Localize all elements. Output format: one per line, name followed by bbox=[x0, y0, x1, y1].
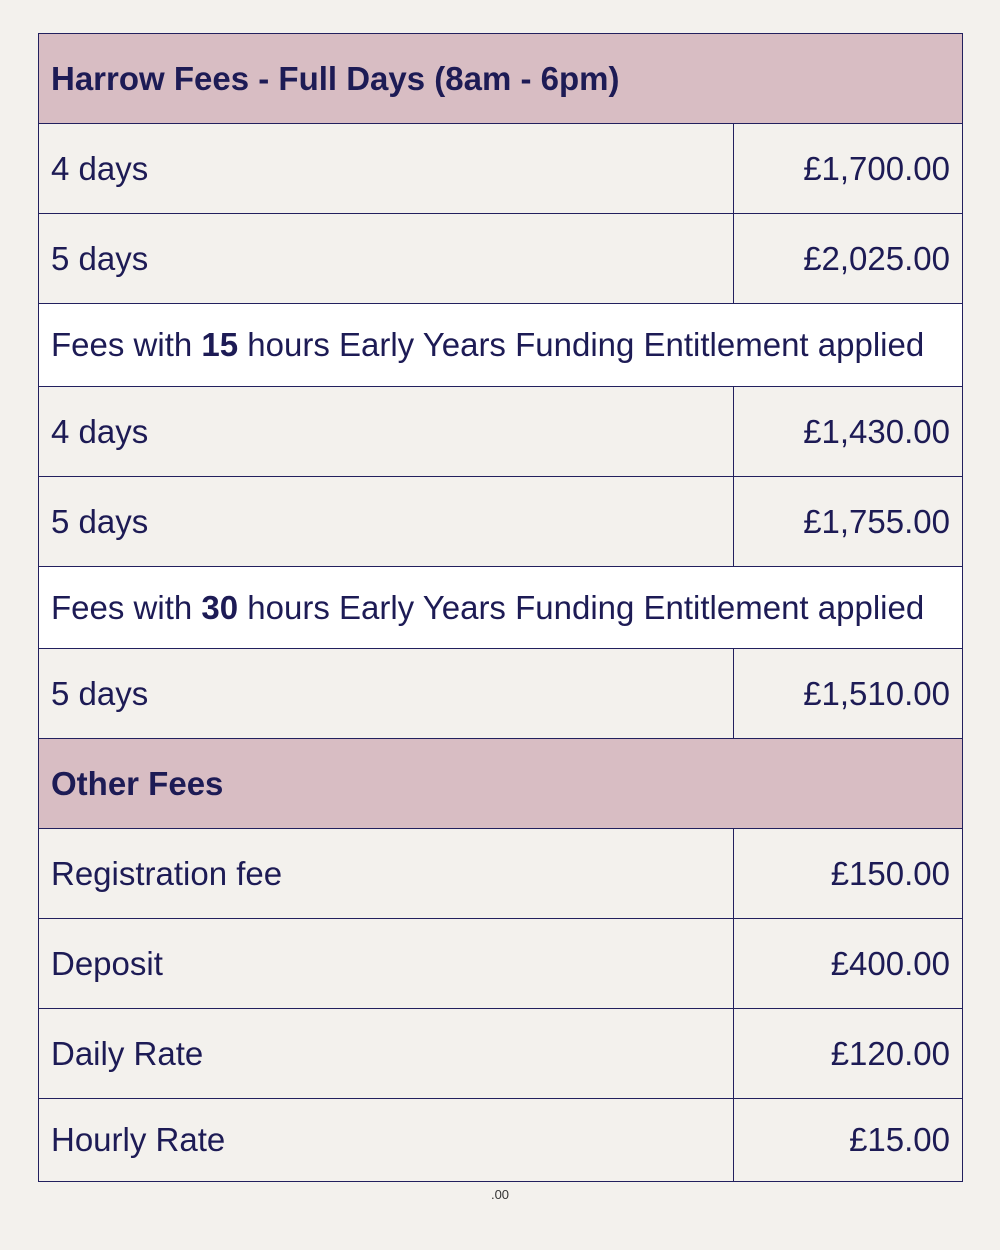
section-title-other-fees: Other Fees bbox=[39, 739, 963, 829]
fee-label: Registration fee bbox=[39, 829, 734, 919]
table-row bbox=[39, 387, 963, 477]
table-row bbox=[39, 1009, 963, 1099]
note-prefix: Fees with bbox=[51, 588, 202, 626]
funding-note-30 bbox=[39, 567, 963, 649]
table-row bbox=[39, 649, 963, 739]
fee-label: 5 days bbox=[39, 649, 734, 739]
fee-label: 4 days bbox=[39, 387, 734, 477]
fee-amount: £1,510.00 bbox=[734, 649, 963, 739]
fee-amount: £1,755.00 bbox=[734, 477, 963, 567]
fee-label: Hourly Rate bbox=[39, 1099, 734, 1182]
table-row bbox=[39, 124, 963, 214]
section-header-other-fees bbox=[39, 739, 963, 829]
note-suffix: hours Early Years Funding Entitlement applied bbox=[238, 326, 925, 363]
fee-label: 5 days bbox=[39, 214, 734, 304]
fee-amount: £1,430.00 bbox=[734, 387, 963, 477]
section-title-full-days: Harrow Fees - Full Days (8am - 6pm) bbox=[39, 34, 963, 124]
note-prefix: Fees with bbox=[51, 326, 202, 363]
note-hours: 30 bbox=[201, 588, 239, 626]
table-row bbox=[39, 214, 963, 304]
footer-note: .00 bbox=[490, 1187, 510, 1202]
fee-amount: £15.00 bbox=[734, 1099, 963, 1182]
fee-amount: £120.00 bbox=[734, 1009, 963, 1099]
fee-label: Daily Rate bbox=[39, 1009, 734, 1099]
section-header-full-days bbox=[39, 34, 963, 124]
note-hours: 15 bbox=[201, 326, 239, 363]
fee-amount: £150.00 bbox=[734, 829, 963, 919]
note-suffix: hours Early Years Funding Entitlement applied bbox=[238, 588, 925, 626]
funding-note-15 bbox=[39, 304, 963, 387]
funding-note-30-text bbox=[39, 567, 963, 649]
table-row bbox=[39, 1099, 963, 1182]
table-row bbox=[39, 829, 963, 919]
table-row bbox=[39, 477, 963, 567]
funding-note-15-text bbox=[39, 304, 963, 387]
fee-label: 4 days bbox=[39, 124, 734, 214]
fee-amount: £1,700.00 bbox=[734, 124, 963, 214]
fee-amount: £2,025.00 bbox=[734, 214, 963, 304]
fee-label: 5 days bbox=[39, 477, 734, 567]
fee-label: Deposit bbox=[39, 919, 734, 1009]
fees-table bbox=[38, 33, 963, 1182]
fee-amount: £400.00 bbox=[734, 919, 963, 1009]
table-row bbox=[39, 919, 963, 1009]
